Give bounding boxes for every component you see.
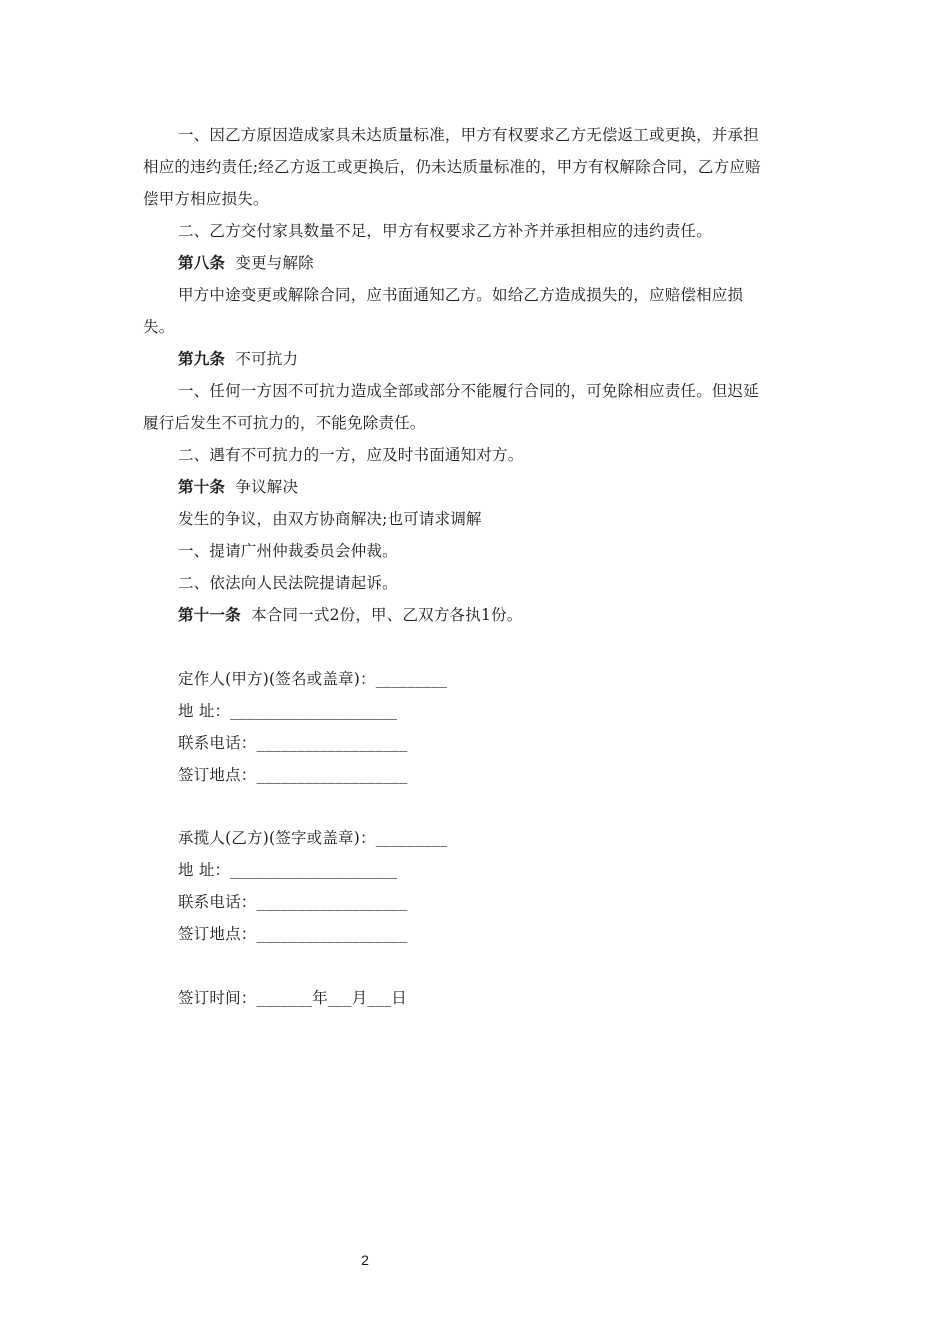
party-b-place: 签订地点：___________________ [178, 925, 408, 943]
clause9-heading-line [178, 349, 298, 369]
clause10-intro: 发生的争议，由双方协商解决;也可请求调解 [178, 510, 482, 528]
clause7-p1-line3: 偿甲方相应损失。 [143, 190, 269, 208]
clause7-p2: 二、乙方交付家具数量不足，甲方有权要求乙方补齐并承担相应的违约责任。 [178, 222, 712, 240]
clause8-body-line1: 甲方中途变更或解除合同，应书面通知乙方。如给乙方造成损失的，应赔偿相应损 [178, 286, 744, 304]
party-a-sign: 定作人(甲方)(签名或盖章)：_________ [178, 670, 448, 688]
clause8-heading: 第八条 [178, 253, 226, 272]
clause9-p1-line2: 履行后发生不可抗力的，不能免除责任。 [143, 414, 426, 432]
clause10-title: 争议解决 [235, 478, 299, 496]
party-b-phone: 联系电话：___________________ [178, 893, 408, 911]
clause9-p2: 二、遇有不可抗力的一方，应及时书面通知对方。 [178, 446, 524, 464]
clause8-body-line2: 失。 [143, 318, 175, 336]
clause8-heading-line [178, 253, 314, 273]
clause11-heading: 第十一条 [178, 605, 241, 624]
party-a-address: 地 址：_____________________ [178, 702, 398, 720]
clause9-title: 不可抗力 [235, 350, 299, 368]
page-number: 2 [361, 1252, 369, 1268]
clause10-heading-line [178, 477, 298, 497]
party-b-sign: 承揽人(乙方)(签字或盖章)：_________ [178, 829, 448, 847]
clause7-p1-line2: 相应的违约责任;经乙方返工或更换后，仍未达质量标准的，甲方有权解除合同，乙方应赔 [143, 158, 761, 176]
party-a-phone: 联系电话：___________________ [178, 734, 408, 752]
clause10-heading: 第十条 [178, 477, 226, 496]
party-a-place: 签订地点：___________________ [178, 766, 408, 784]
sign-date: 签订时间：_______年___月___日 [178, 989, 407, 1007]
clause11-line [178, 605, 522, 625]
party-b-address: 地 址：_____________________ [178, 861, 398, 879]
clause7-p1-line1: 一、因乙方原因造成家具未达质量标准，甲方有权要求乙方无偿返工或更换，并承担 [178, 126, 759, 144]
clause11-body: 本合同一式2份，甲、乙双方各执1份。 [251, 606, 523, 624]
clause8-title: 变更与解除 [235, 254, 314, 272]
clause10-option1: 一、提请广州仲裁委员会仲裁。 [178, 542, 398, 560]
clause9-p1-line1: 一、任何一方因不可抗力造成全部或部分不能履行合同的，可免除相应责任。但迟延 [178, 382, 759, 400]
clause9-heading: 第九条 [178, 349, 226, 368]
clause10-option2: 二、依法向人民法院提请起诉。 [178, 574, 398, 592]
